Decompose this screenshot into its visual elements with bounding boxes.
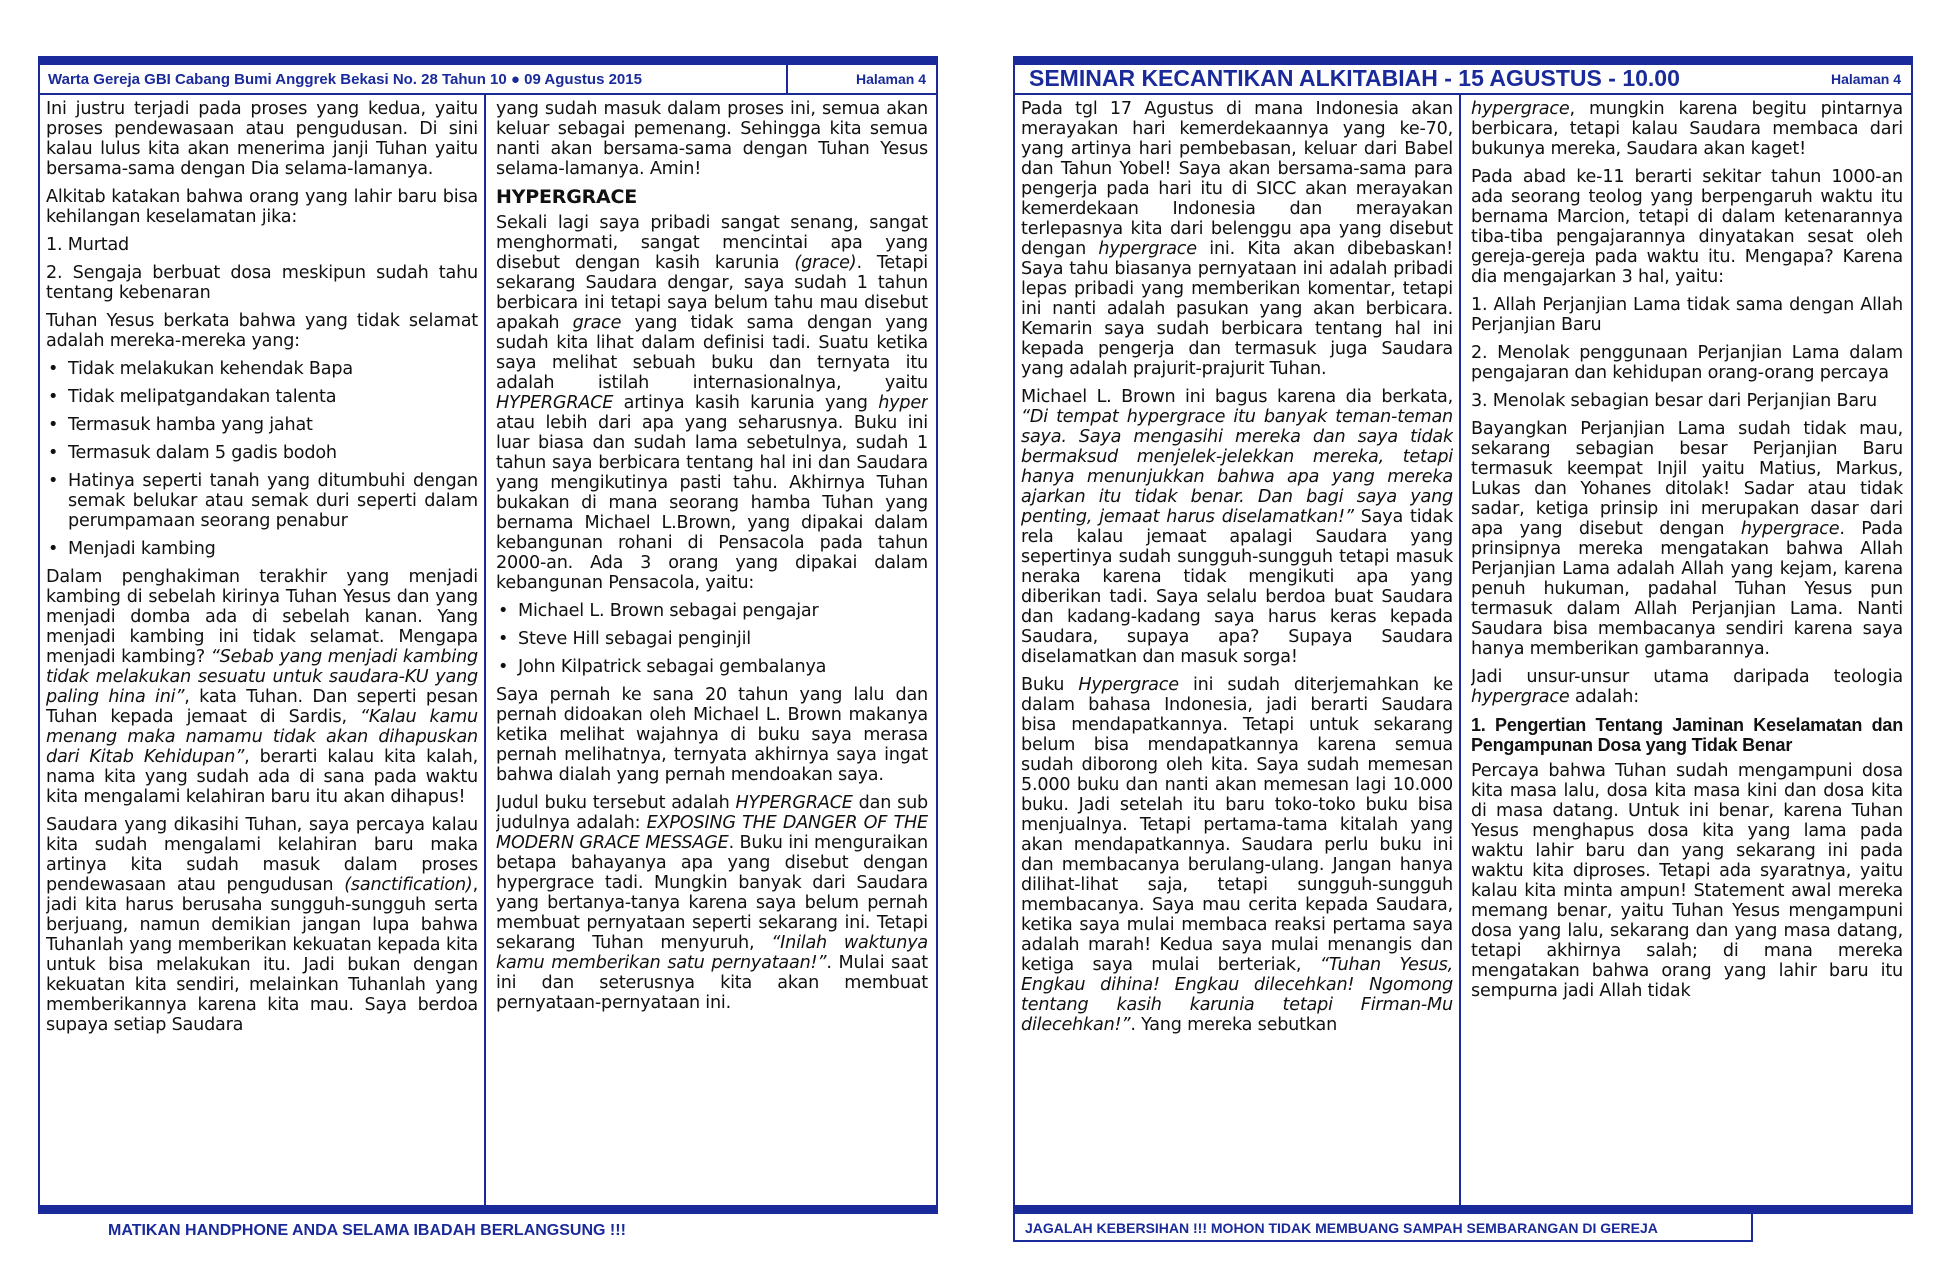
column-1	[1021, 99, 1453, 1199]
paragraph: Pada abad ke-11 berarti sekitar tahun 1000-an ada seorang teolog yang berpengaruh waktu itu bernama Marcion, tetapi di dalam ketenarannya tiba-tiba pengajarannya dinyatakan sesat oleh gereja-gereja pada waktu itu. Mengapa? Karena dia mengajarkan 3 hal, yaitu:	[1471, 167, 1903, 287]
bullet-icon: •	[48, 443, 59, 463]
paragraph: Bayangkan Perjanjian Lama sudah tidak mau, sekarang sebagian besar Perjanjian Baru termasuk keempat Injil yaitu Matius, Markus, Lukas dan Yohanes ditolak! Sadar atau tidak sadar, ketiga prinsip ini merupakan dasar dari apa yang disebut dengan hypergrace. Pada prinsipnya mereka mengatakan bahwa Allah Perjanjian Lama adalah Allah yang kejam, karena penuh hukuman, padahal Tuhan Yesus pun termasuk dalam Allah Perjanjian Lama. Nanti Saudara bisa membacanya sendiri karena saya hanya memberikan gambarannya.	[1471, 419, 1903, 659]
top-rule	[38, 56, 938, 65]
page-header	[38, 65, 938, 95]
event-title: SEMINAR KECANTIKAN ALKITABIAH - 15 AGUSTUS - 10.00	[1029, 65, 1680, 91]
paragraph: hypergrace, mungkin karena begitu pintarnya berbicara, tetapi kalau Saudara membaca dari bukunya mereka, Saudara akan kaget!	[1471, 99, 1903, 159]
bullet-icon: •	[498, 657, 509, 677]
bullet-item: • Termasuk dalam 5 gadis bodoh	[48, 443, 337, 463]
bottom-rule	[38, 1205, 938, 1214]
numbered-item: 1. Allah Perjanjian Lama tidak sama dengan Allah Perjanjian Baru	[1471, 295, 1903, 335]
numbered-item: 1. Murtad	[46, 235, 129, 255]
section-heading: HYPERGRACE	[496, 186, 638, 208]
bullet-item: • Termasuk hamba yang jahat	[48, 415, 313, 435]
bullet-icon: •	[48, 359, 59, 379]
bullet-icon: •	[48, 387, 59, 407]
page-header	[1013, 65, 1913, 95]
bottom-rule	[1013, 1205, 1913, 1214]
bulletin-info: Warta Gereja GBI Cabang Bumi Anggrek Bekasi No. 28 Tahun 10 ● 09 Agustus 2015	[48, 71, 642, 88]
bullet-item: • Menjadi kambing	[48, 539, 216, 559]
paragraph: Sekali lagi saya pribadi sangat senang, sangat menghormati, sangat mencintai apa yang disebut dengan kasih karunia (grace). Tetapi sekarang Saudara dengar, saya sudah 1 tahun berbicara ini tetapi saya belum tahu mau disebut apakah grace yang tidak sama dengan yang sudah kita lihat dalam definisi tadi. Suatu ketika saya melihat sebuah buku dan ternyata itu adalah istilah internasionalnya, yaitu HYPERGRACE artinya kasih karunia yang hyper atau lebih dari apa yang seharusnya. Buku ini luar biasa dan sudah lama sebetulnya, sudah 1 tahun saya berbicara tentang hal ini dan Saudara yang mengikutinya pasti tahu. Akhirnya Tuhan bukakan di mana seorang hamba Tuhan yang bernama Michael L.Brown, yang dipakai dalam kebangunan rohani di Pensacola pada tahun 2000-an. Ada 3 orang yang dipakai dalam kebangunan Pensacola, yaitu:	[496, 213, 928, 593]
bullet-item: • Tidak melakukan kehendak Bapa	[48, 359, 353, 379]
column-divider	[484, 95, 486, 1205]
paragraph: Jadi unsur-unsur utama daripada teologia hypergrace adalah:	[1471, 667, 1903, 707]
paragraph: Saya pernah ke sana 20 tahun yang lalu dan pernah didoakan oleh Michael L. Brown makanya ketika melihat wajahnya di buku saya merasa pernah melihatnya, ternyata akhirnya saya ingat bahwa dialah yang pernah mendoakan saya.	[496, 685, 928, 785]
bullet-icon: •	[48, 415, 59, 435]
numbered-item: 2. Sengaja berbuat dosa meskipun sudah tahu tentang kebenaran	[46, 263, 478, 303]
paragraph: Alkitab katakan bahwa orang yang lahir baru bisa kehilangan keselamatan jika:	[46, 187, 478, 227]
footer-notice: MATIKAN HANDPHONE ANDA SELAMA IBADAH BERLANGSUNG !!!	[108, 1222, 626, 1239]
bullet-item: • Michael L. Brown sebagai pengajar	[498, 601, 819, 621]
subheading: 1. Pengertian Tentang Jaminan Keselamatan dan Pengampunan Dosa yang Tidak Benar	[1471, 715, 1903, 755]
numbered-item: 3. Menolak sebagian besar dari Perjanjian Baru	[1471, 391, 1877, 411]
numbered-item: 2. Menolak penggunaan Perjanjian Lama dalam pengajaran dan kehidupan orang-orang percaya	[1471, 343, 1903, 383]
bullet-icon: •	[498, 601, 509, 621]
bullet-icon: •	[48, 471, 59, 491]
bullet-icon: •	[498, 629, 509, 649]
bullet-item: • Hatinya seperti tanah yang ditumbuhi dengan semak belukar atau semak duri seperti dalam perumpamaan seorang penabur	[48, 471, 478, 531]
bullet-item: • Steve Hill sebagai penginjil	[498, 629, 751, 649]
paragraph: Dalam penghakiman terakhir yang menjadi kambing di sebelah kirinya Tuhan Yesus dan yang menjadi domba ada di sebelah kanan. Yang menjadi kambing ini tidak selamat. Mengapa menjadi kambing? “Sebab yang menjadi kambing tidak melakukan sesuatu untuk saudara-KU yang paling hina ini”, kata Tuhan. Dan seperti pesan Tuhan kepada jemaat di Sardis, “Kalau kamu menang maka namamu tidak akan dihapuskan dari Kitab Kehidupan”, berarti kalau kita kalah, nama kita yang sudah ada di sana pada waktu kita mengalami kelahiran baru itu akan dihapus!	[46, 567, 478, 807]
page-body	[1013, 95, 1913, 1205]
paragraph: Tuhan Yesus berkata bahwa yang tidak selamat adalah mereka-mereka yang:	[46, 311, 478, 351]
bullet-item: • Tidak melipatgandakan talenta	[48, 387, 337, 407]
bullet-item: • John Kilpatrick sebagai gembalanya	[498, 657, 827, 677]
page-number: Halaman 4	[855, 71, 926, 87]
column-1	[46, 99, 478, 1199]
paragraph: Pada tgl 17 Agustus di mana Indonesia akan merayakan hari kemerdekaannya yang ke-70, yang artinya hari pembebasan, keluar dari Babel dan Tahun Yobel! Saya akan bersama-sama para pengerja pada hari itu di SICC akan merayakan kemerdekaan Indonesia dan merayakan terlepasnya kita dari belenggu apa yang disebut dengan hypergrace ini. Kita akan dibebaskan! Saya tahu biasanya pernyataan ini adalah pribadi lepas pribadi yang memberikan komentar, tetapi ini nanti adalah pasukan yang akan berbicara. Kemarin saya sudah berbicara tentang hal ini kepada pengerja dan termasuk juga Saudara yang adalah prajurit-prajurit Tuhan.	[1021, 99, 1453, 379]
paragraph: Ini justru terjadi pada proses yang kedua, yaitu proses pendewasaan atau pengudusan. Di sini kalau lulus kita akan menerima janji Tuhan yaitu bersama-sama dengan Dia selama-lamanya.	[46, 99, 478, 179]
column-divider	[1459, 95, 1461, 1205]
paragraph: Judul buku tersebut adalah HYPERGRACE dan sub judulnya adalah: EXPOSING THE DANGER OF THE MODERN GRACE MESSAGE. Buku ini menguraikan betapa bahayanya apa yang disebut dengan hypergrace tadi. Mungkin banyak dari Saudara yang bertanya-tanya karena saya belum pernah membuat pernyataan seperti sekarang ini. Tetapi sekarang Tuhan menyuruh, “Inilah waktunya kamu memberikan satu pernyataan!”. Mulai saat ini dan seterusnya kita akan membuat pernyataan-pernyataan ini.	[496, 793, 928, 1013]
paragraph: yang sudah masuk dalam proses ini, semua akan keluar sebagai pemenang. Sehingga kita semua nanti akan bersama-sama dengan Tuhan Yesus selama-lamanya. Amin!	[496, 99, 928, 179]
header-divider	[786, 65, 788, 93]
paragraph: Percaya bahwa Tuhan sudah mengampuni dosa kita masa lalu, dosa kita masa kini dan dosa kita di masa datang. Untuk ini benar, karena Tuhan Yesus menghapus dosa kita yang lama pada waktu lahir baru dan yang sekarang ini pada waktu kita diproses. Tetapi ada syaratnya, yaitu kalau kita minta ampun! Statement awal mereka memang benar, yaitu Tuhan Yesus mengampuni dosa yang lalu, sekarang dan yang masa datang, tetapi akhirnya salah; di mana mereka mengatakan bahwa orang yang lahir baru itu sempurna jadi Allah tidak	[1471, 761, 1903, 1001]
page-body	[38, 95, 938, 1205]
paragraph: Saudara yang dikasihi Tuhan, saya percaya kalau kita sudah mengalami kelahiran baru maka artinya kita sudah masuk dalam proses pendewasaan atau pengudusan (sanctification), jadi kita harus berusaha sungguh-sungguh serta berjuang, namun demikian jangan lupa bahwa Tuhanlah yang memberikan kekuatan kepada kita untuk bisa melakukan itu. Jadi bukan dengan kekuatan kita sendiri, melainkan Tuhanlah yang memberikannya karena kita mau. Saya berdoa supaya setiap Saudara	[46, 815, 478, 1035]
footer-notice: JAGALAH KEBERSIHAN !!! MOHON TIDAK MEMBUANG SAMPAH SEMBARANGAN DI GEREJA	[1013, 1214, 1753, 1242]
bullet-icon: •	[48, 539, 59, 559]
column-2	[1471, 99, 1903, 1199]
page-number: Halaman 4	[1830, 71, 1901, 87]
paragraph: Buku Hypergrace ini sudah diterjemahkan ke dalam bahasa Indonesia, jadi berarti Saudara bisa mendapatkannya. Tetapi untuk sekarang belum bisa mendapatkannya karena semua sudah diborong oleh kita. Saya sudah memesan 5.000 buku dan nanti akan memesan lagi 10.000 buku. Jadi setelah itu baru toko-toko buku bisa menjualnya. Tetapi pertama-tama kitalah yang akan mendapatkannya. Saudara perlu buku ini dan membacanya berulang-ulang. Jangan hanya dilihat-lihat saja, tetapi sungguh-sungguh membacanya. Saya mau cerita kepada Saudara, ketika saya mulai membaca reaksi pertama saya adalah marah! Kedua saya mulai menangis dan ketiga saya mulai berteriak, “Tuhan Yesus, Engkau dihina! Engkau dilecehkan! Ngomong tentang kasih karunia tetapi Firman-Mu dilecehkan!”. Yang mereka sebutkan	[1021, 675, 1453, 1035]
top-rule	[1013, 56, 1913, 65]
column-2	[496, 99, 928, 1199]
paragraph: Michael L. Brown ini bagus karena dia berkata, “Di tempat hypergrace itu banyak teman-teman saya. Saya mengasihi mereka dan saya tidak bermaksud menjelek-jelekkan mereka, tetapi hanya menunjukkan bahwa apa yang mereka ajarkan itu tidak benar. Dan bagi saya yang penting, jemaat harus diselamatkan!” Saya tidak rela kalau jemaat apalagi Saudara yang sepertinya sudah sungguh-sungguh tetapi masuk neraka karena tidak mengikuti apa yang diberikan tadi. Saya selalu berdoa buat Saudara dan kadang-kadang saya harus keras kepada Saudara, supaya apa? Supaya Saudara diselamatkan dan masuk sorga!	[1021, 387, 1453, 667]
